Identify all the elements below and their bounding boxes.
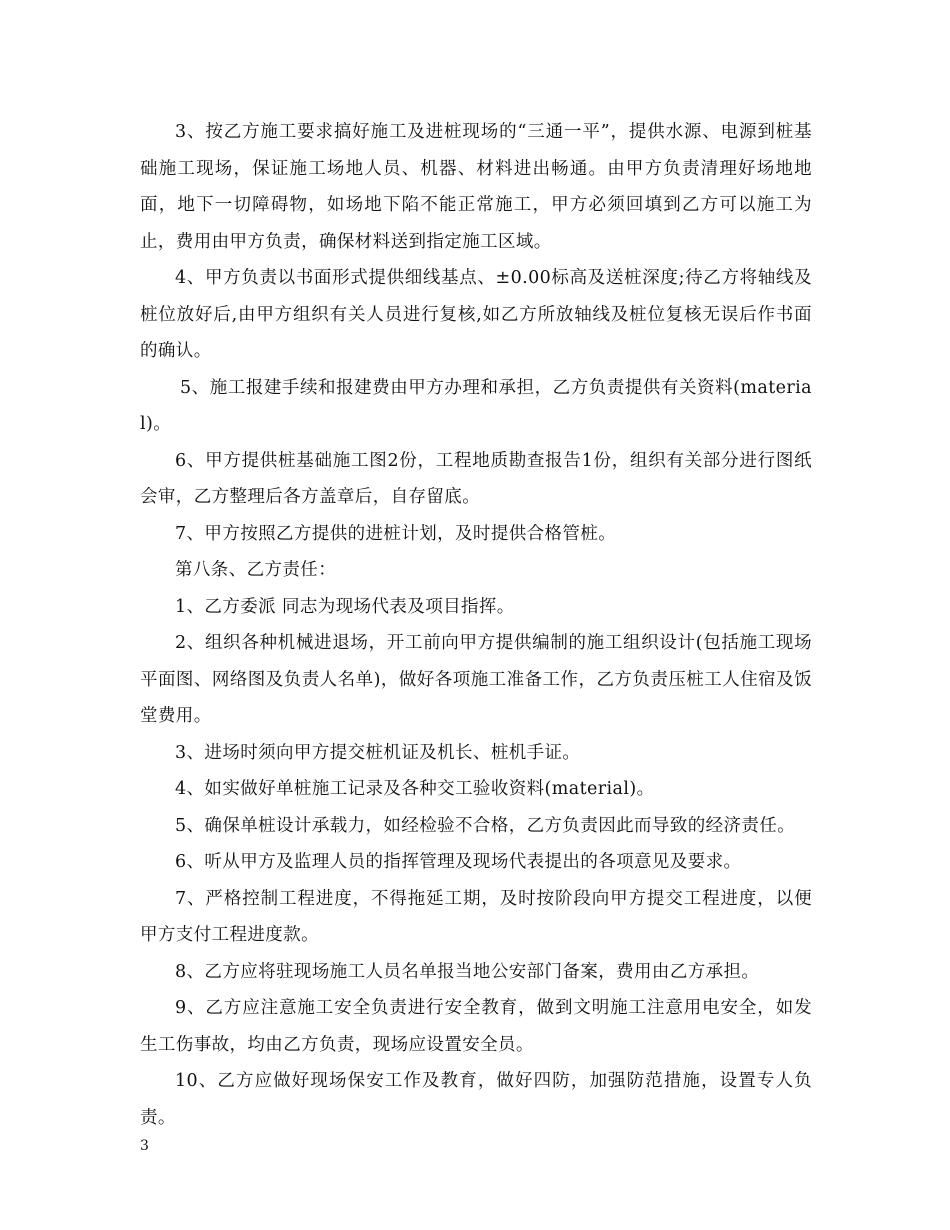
page-number: 3 (140, 1138, 149, 1154)
section-heading-article-8: 第八条、乙方责任： (175, 560, 337, 580)
paragraph-15: 9、乙方应注意施工安全负责进行安全教育，做到文明施工注意用电安全，如发生工伤事故，均由乙方负责，现场应设置安全员。 (140, 998, 812, 1055)
paragraph-2: 4、甲方负责以书面形式提供细线基点、±0.00标高及送桩深度;待乙方将轴线及桩位放好后,由甲方组织有关人员进行复核,如乙方所放轴线及桩位复核无误后作书面的确认。 (140, 268, 812, 361)
paragraph-12: 6、听从甲方及监理人员的指挥管理及现场代表提出的各项意见及要求。 (175, 852, 742, 872)
paragraph-8: 2、组织各种机械进退场，开工前向甲方提供编制的施工组织设计(包括施工现场平面图、网络图及负责人名单)，做好各项施工准备工作，乙方负责压桩工人住宿及饭堂费用。 (140, 633, 812, 726)
paragraph-16: 10、乙方应做好现场保安工作及教育，做好四防，加强防范措施，设置专人负责。 (140, 1071, 812, 1128)
paragraph-1: 3、按乙方施工要求搞好施工及进桩现场的“三通一平”，提供水源、电源到桩基础施工现场，保证施工场地人员、机器、材料进出畅通。由甲方负责清理好场地地面，地下一切障碍物，如场地下陷不能正常施工，甲方必须回填到乙方可以施工为止，费用由甲方负责，确保材料送到指定施工区域。 (140, 122, 812, 252)
paragraph-11: 5、确保单桩设计承载力，如经检验不合格，乙方负责因此而导致的经济责任。 (175, 815, 796, 836)
paragraph-10: 4、如实做好单桩施工记录及各种交工验收资料(material)。 (175, 779, 655, 799)
paragraph-9: 3、进场时须向甲方提交桩机证及机长、桩机手证。 (175, 742, 581, 763)
paragraph-7: 1、乙方委派 同志为现场代表及项目指挥。 (175, 596, 515, 617)
document-body (140, 114, 812, 1136)
paragraph-13: 7、严格控制工程进度，不得拖延工期，及时按阶段向甲方提交工程进度，以便甲方支付工程进度款。 (140, 888, 812, 945)
paragraph-3: 5、施工报建手续和报建费由甲方办理和承担，乙方负责提供有关资料(material)。 (140, 377, 812, 434)
paragraph-4: 6、甲方提供桩基础施工图2份，工程地质勘查报告1份，组织有关部分进行图纸会审，乙方整理后各方盖章后，自存留底。 (140, 450, 812, 507)
paragraph-5: 7、甲方按照乙方提供的进桩计划，及时提供合格管桩。 (175, 523, 617, 544)
paragraph-14: 8、乙方应将驻现场施工人员名单报当地公安部门备案，费用由乙方承担。 (175, 961, 760, 982)
